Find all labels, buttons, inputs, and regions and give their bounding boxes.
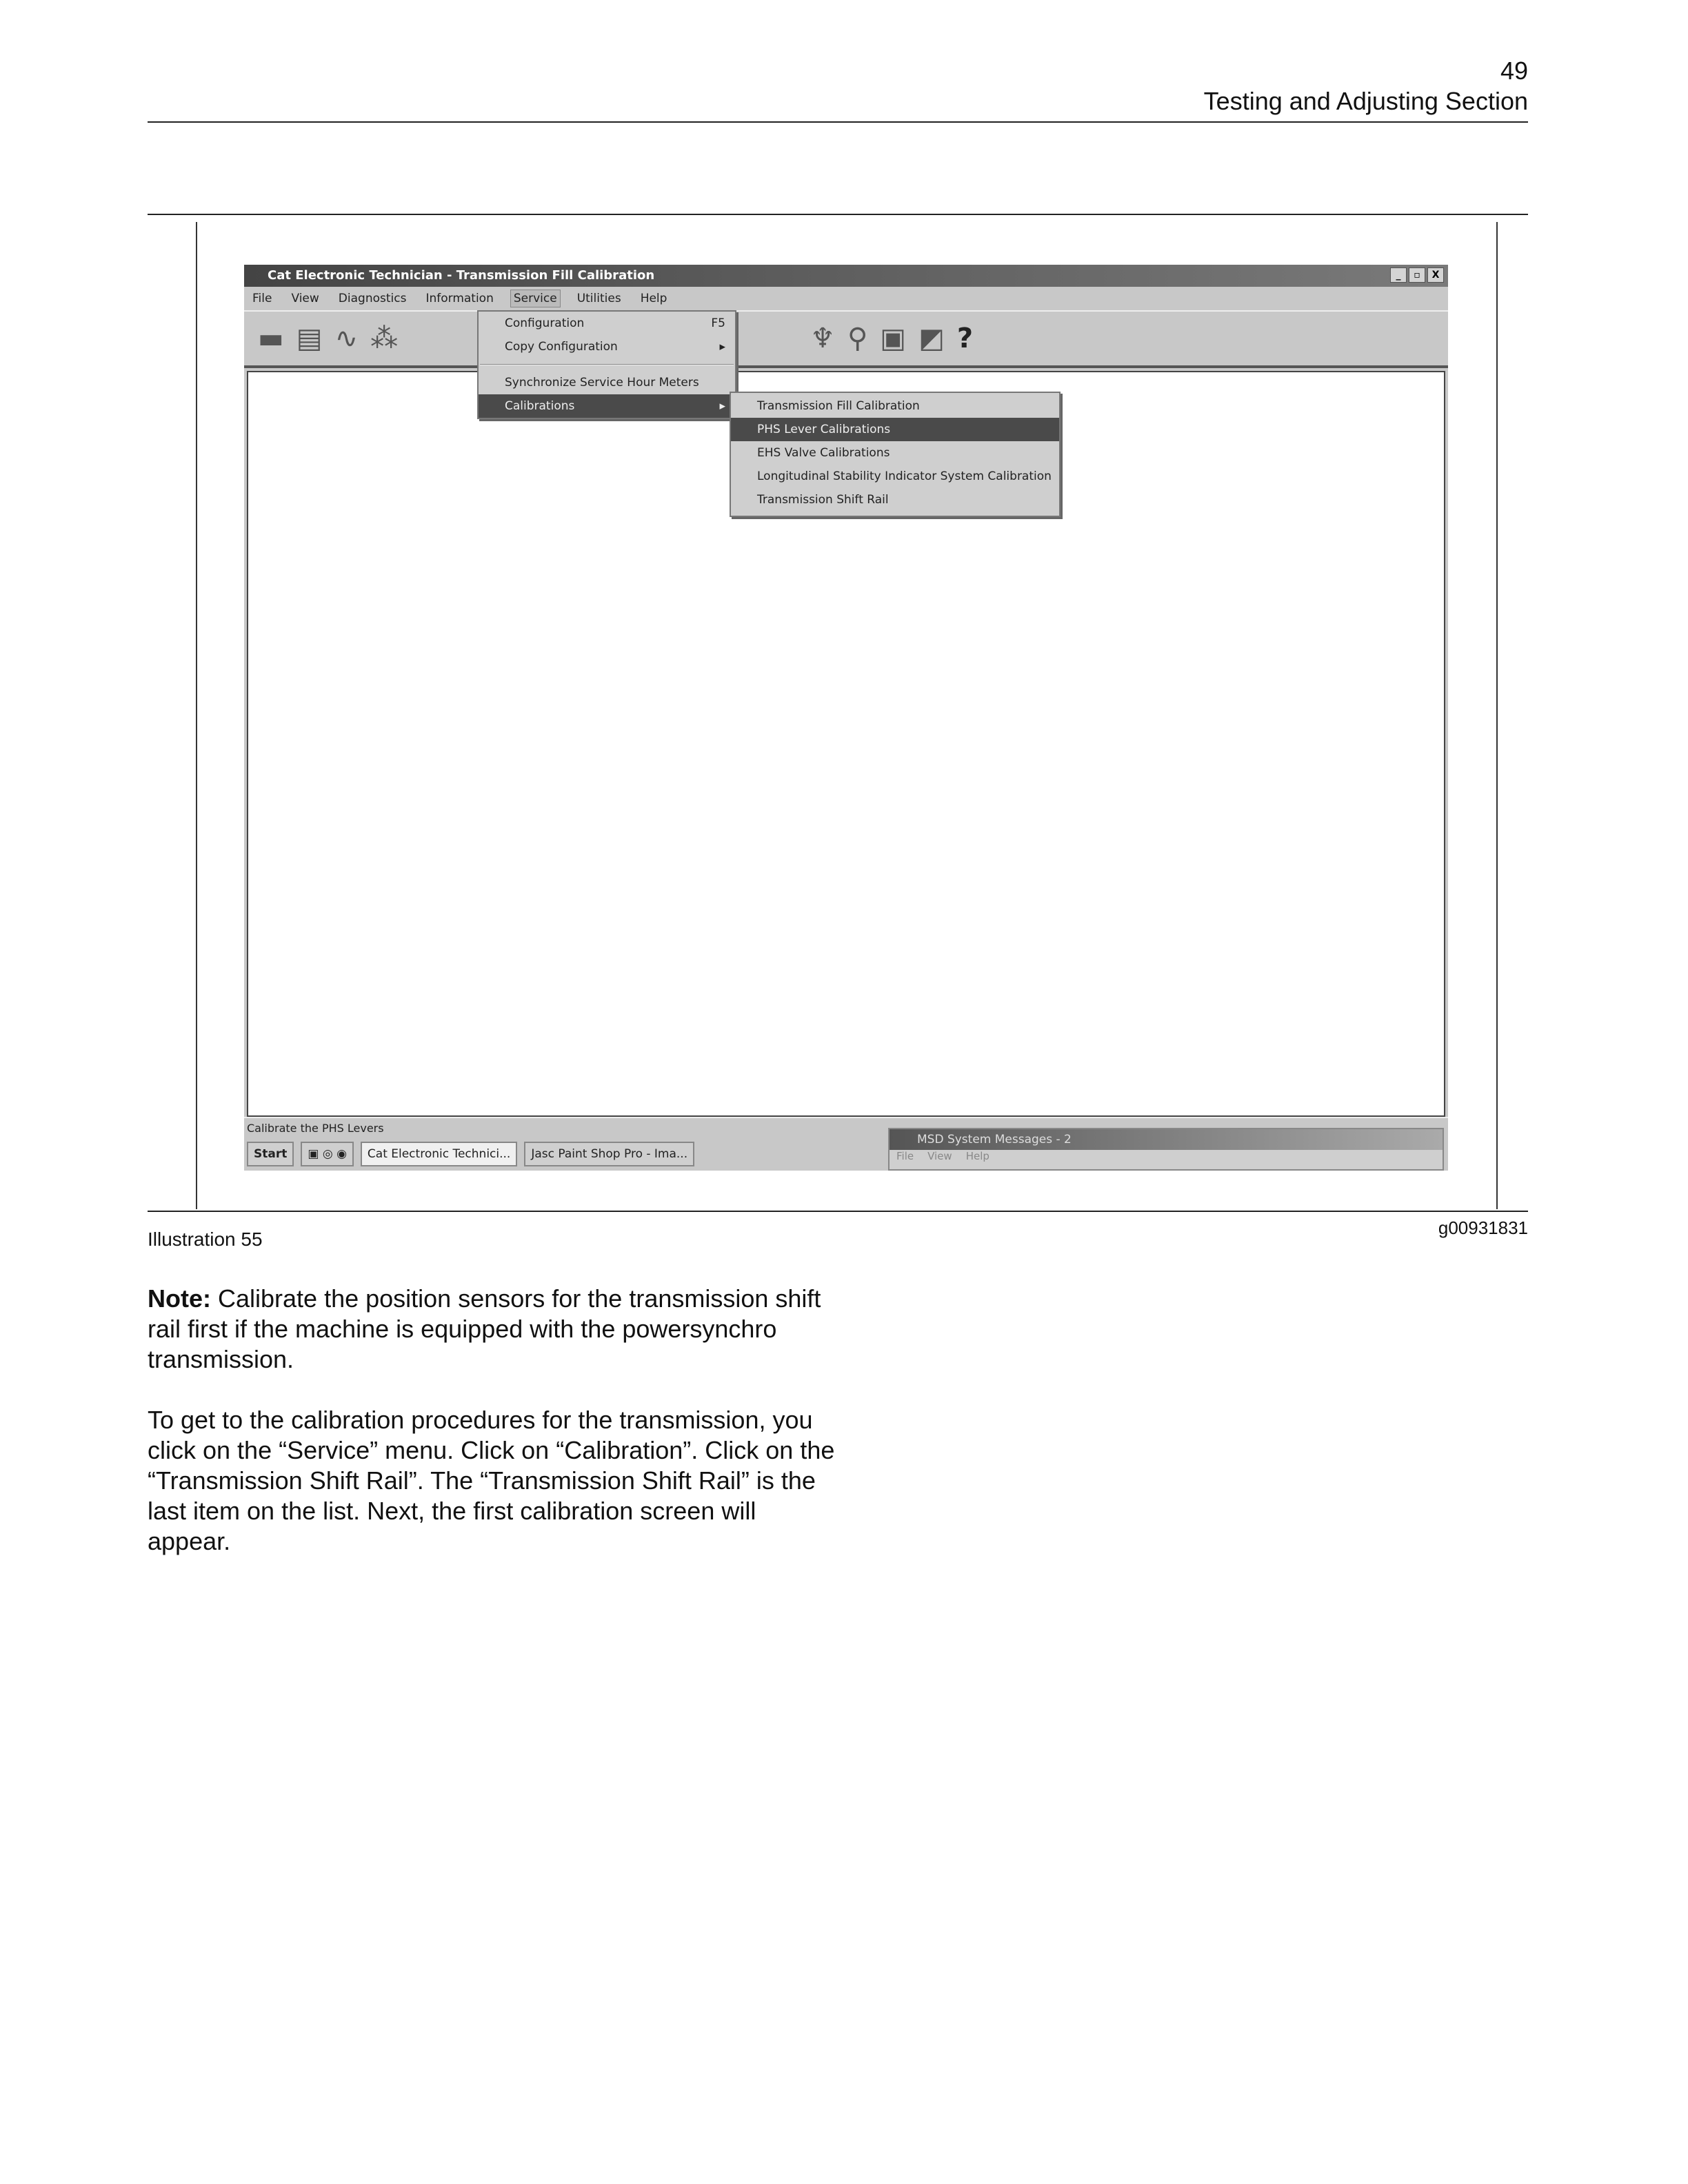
flash-icon[interactable]: ◩ [918, 323, 945, 354]
figure-right-border [1496, 222, 1498, 1209]
menu-item-synchronize[interactable]: Synchronize Service Hour Meters [505, 376, 699, 390]
tool-icon[interactable]: ♆ [810, 323, 835, 354]
minimize-button[interactable]: _ [1390, 267, 1407, 283]
messages-window-title: MSD System Messages - 2 [890, 1129, 1443, 1150]
submenu-ehs-valve[interactable]: EHS Valve Calibrations [757, 446, 890, 460]
maximize-button[interactable]: ▫ [1409, 267, 1425, 283]
calibrations-submenu [730, 392, 1061, 517]
note-label: Note: [148, 1284, 211, 1313]
help-icon[interactable]: ? [956, 323, 974, 354]
status-graph-icon[interactable]: ∿ [334, 323, 359, 354]
figure-left-border [196, 222, 197, 1209]
window-title: Cat Electronic Technician - Transmission Fill Calibration [268, 268, 655, 283]
header-rule [148, 121, 1528, 123]
menu-diagnostics[interactable]: Diagnostics [338, 292, 407, 305]
diagnostic-icon[interactable]: ⁂ [370, 323, 399, 354]
menu-separator [480, 364, 734, 365]
start-button[interactable]: Start [247, 1142, 294, 1166]
messages-window[interactable] [888, 1128, 1444, 1171]
figure-top-rule [148, 214, 1528, 215]
menu-bar [244, 287, 1448, 310]
app-screenshot [244, 265, 1448, 1171]
submenu-lsi-system[interactable]: Longitudinal Stability Indicator System Calibration [757, 469, 1052, 483]
msg-menu-file[interactable]: File [896, 1150, 914, 1162]
menu-utilities[interactable]: Utilities [576, 292, 621, 305]
print-icon[interactable]: ▤ [296, 323, 323, 354]
taskbar-item-paint-shop[interactable]: Jasc Paint Shop Pro - Ima... [524, 1142, 694, 1166]
submenu-transmission-fill[interactable]: Transmission Fill Calibration [757, 399, 920, 413]
close-button[interactable]: X [1427, 267, 1444, 283]
msg-menu-view[interactable]: View [927, 1150, 952, 1162]
title-bar [244, 265, 1448, 287]
illustration-id: g00931831 [1438, 1217, 1528, 1238]
instruction-paragraph: To get to the calibration procedures for the transmission, you click on the “Service” menu. Click on “Calibration”. Click on the “Transmission Shift Rail”. The “Transmission Shift Rail” is the last item on the list. Next, the first calibration screen will appear. [148, 1406, 835, 1555]
menu-item-configuration[interactable]: Configuration F5 [505, 316, 725, 330]
menu-item-copy-configuration[interactable]: Copy Configuration ▸ [505, 340, 725, 354]
ecm-icon[interactable]: ▣ [880, 323, 907, 354]
toolbar [244, 310, 1448, 368]
taskbar-item-cat-et[interactable]: Cat Electronic Technici... [361, 1142, 517, 1166]
stop-connect-icon[interactable]: ▬ [258, 323, 284, 354]
submenu-phs-lever[interactable]: PHS Lever Calibrations [731, 418, 1059, 441]
menu-view[interactable]: View [291, 292, 319, 305]
menu-item-calibrations[interactable]: Calibrations ▸ [479, 394, 735, 418]
menu-information[interactable]: Information [425, 292, 494, 305]
page-number: 49 [1500, 57, 1528, 85]
figure-bottom-rule [148, 1211, 1528, 1212]
msg-menu-help[interactable]: Help [965, 1150, 989, 1162]
menu-file[interactable]: File [252, 292, 272, 305]
service-menu [477, 310, 736, 419]
note-text: Calibrate the position sensors for the transmission shift rail first if the machine is equipped with the powersynchro transmission. [148, 1284, 821, 1373]
sensor-icon[interactable]: ⚲ [847, 323, 868, 354]
menu-service[interactable]: Service [510, 290, 561, 307]
submenu-transmission-shift-rail[interactable]: Transmission Shift Rail [757, 493, 889, 507]
menu-help[interactable]: Help [640, 292, 667, 305]
note-paragraph [148, 1284, 837, 1375]
quick-launch-icons[interactable]: ▣ ◎ ◉ [301, 1142, 354, 1166]
section-title: Testing and Adjusting Section [1203, 87, 1528, 115]
illustration-label: Illustration 55 [148, 1228, 263, 1250]
status-bar: Calibrate the PHS Levers [244, 1117, 1448, 1138]
